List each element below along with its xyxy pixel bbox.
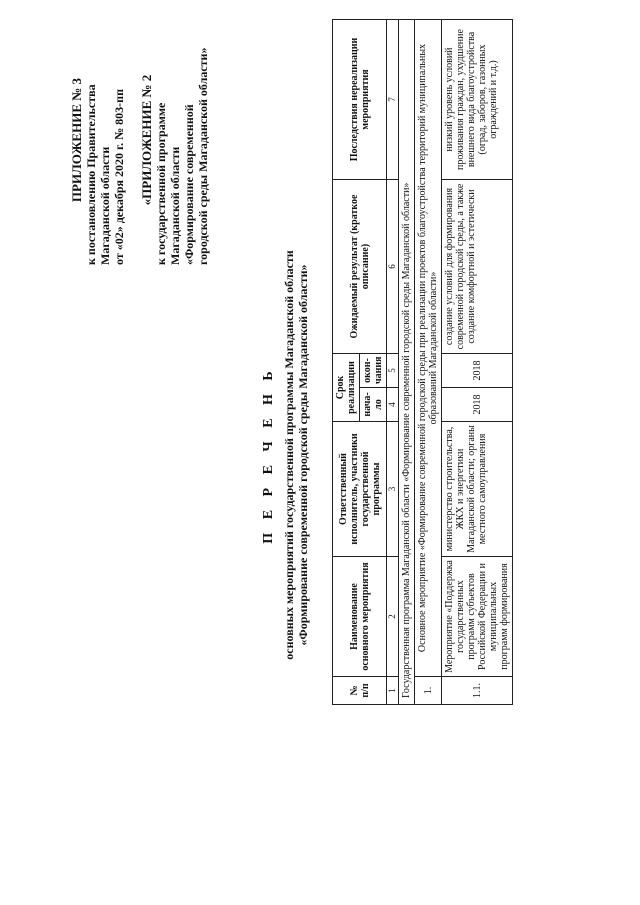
column-number: 4 [387, 388, 399, 422]
section-row [415, 20, 442, 705]
header-executor: Ответственный исполнитель, участники государственной программы [333, 422, 387, 557]
appendix-line: «Формирование современной [182, 104, 196, 265]
appendix-heading-2: «ПРИЛОЖЕНИЕ № 2 [139, 74, 154, 206]
program-row [399, 20, 415, 705]
title-main: П Е Р Е Ч Е Н Ь [261, 366, 276, 544]
section-text: Основное мероприятие «Формирование современной городской среды при реализации проектов благоустройства территорий муниципальных образований Магаданской области» [415, 20, 442, 677]
header-term: Срок реализации [333, 354, 360, 422]
column-number: 1 [387, 677, 399, 705]
measures-table [332, 19, 513, 705]
row-executor: министерство строительства, ЖКХ и энергетики Магаданской области; органы местного самоуправления [442, 422, 513, 557]
header-consequences: Последствия нереализации мероприятия [333, 20, 387, 180]
title-sub: основных мероприятий государственной программы Магаданской области [282, 250, 296, 660]
appendix-block [70, 15, 210, 265]
document-title [262, 105, 310, 805]
appendix-line: от «02» декабря 2020 г. № 803-пп [112, 88, 126, 265]
title-sub: «Формирование современной городской среды Магаданской области» [296, 264, 310, 646]
column-number: 7 [387, 20, 399, 180]
header-end: окон-чания [360, 354, 387, 388]
row-consequences: низкий уровень условий проживания граждан, ухудшение внешнего вида благоустройства (оград, заборов, газонных ограждений и т.д.) [442, 20, 513, 180]
appendix-line: Магаданской области [98, 146, 112, 265]
appendix-line: к государственной программе [154, 102, 168, 265]
header-name: Наименование основного мероприятия [333, 557, 387, 677]
table-row [442, 20, 513, 705]
appendix-line: к постановлению Правительства [84, 84, 98, 265]
appendix-heading: ПРИЛОЖЕНИЕ № 3 [69, 77, 84, 203]
header-result: Ожидаемый результат (краткое описание) [333, 180, 387, 354]
header-start: нача-ло [360, 388, 387, 422]
program-name: Государственная программа Магаданской области «Формирование современной городской среды Магаданской области» [399, 20, 415, 705]
column-number: 5 [387, 354, 399, 388]
column-number: 2 [387, 557, 399, 677]
row-number: 1.1. [442, 677, 513, 705]
row-result: создание условий для формирования современной городской среды, а также создание комфортной и эстетически [442, 180, 513, 354]
row-name: Мероприятие «Поддержка государственных программ субъектов Российской Федерации и муниципальных программ формирования [442, 557, 513, 677]
appendix-line: Магаданской области [168, 146, 182, 265]
row-start: 2018 [442, 388, 513, 422]
appendix-line: городской среды Магаданской области» [196, 47, 210, 265]
row-end: 2018 [442, 354, 513, 388]
column-number: 6 [387, 180, 399, 354]
header-num: № п/п [333, 677, 387, 705]
section-number: 1. [415, 677, 442, 705]
column-number-row [387, 20, 399, 705]
column-number: 3 [387, 422, 399, 557]
